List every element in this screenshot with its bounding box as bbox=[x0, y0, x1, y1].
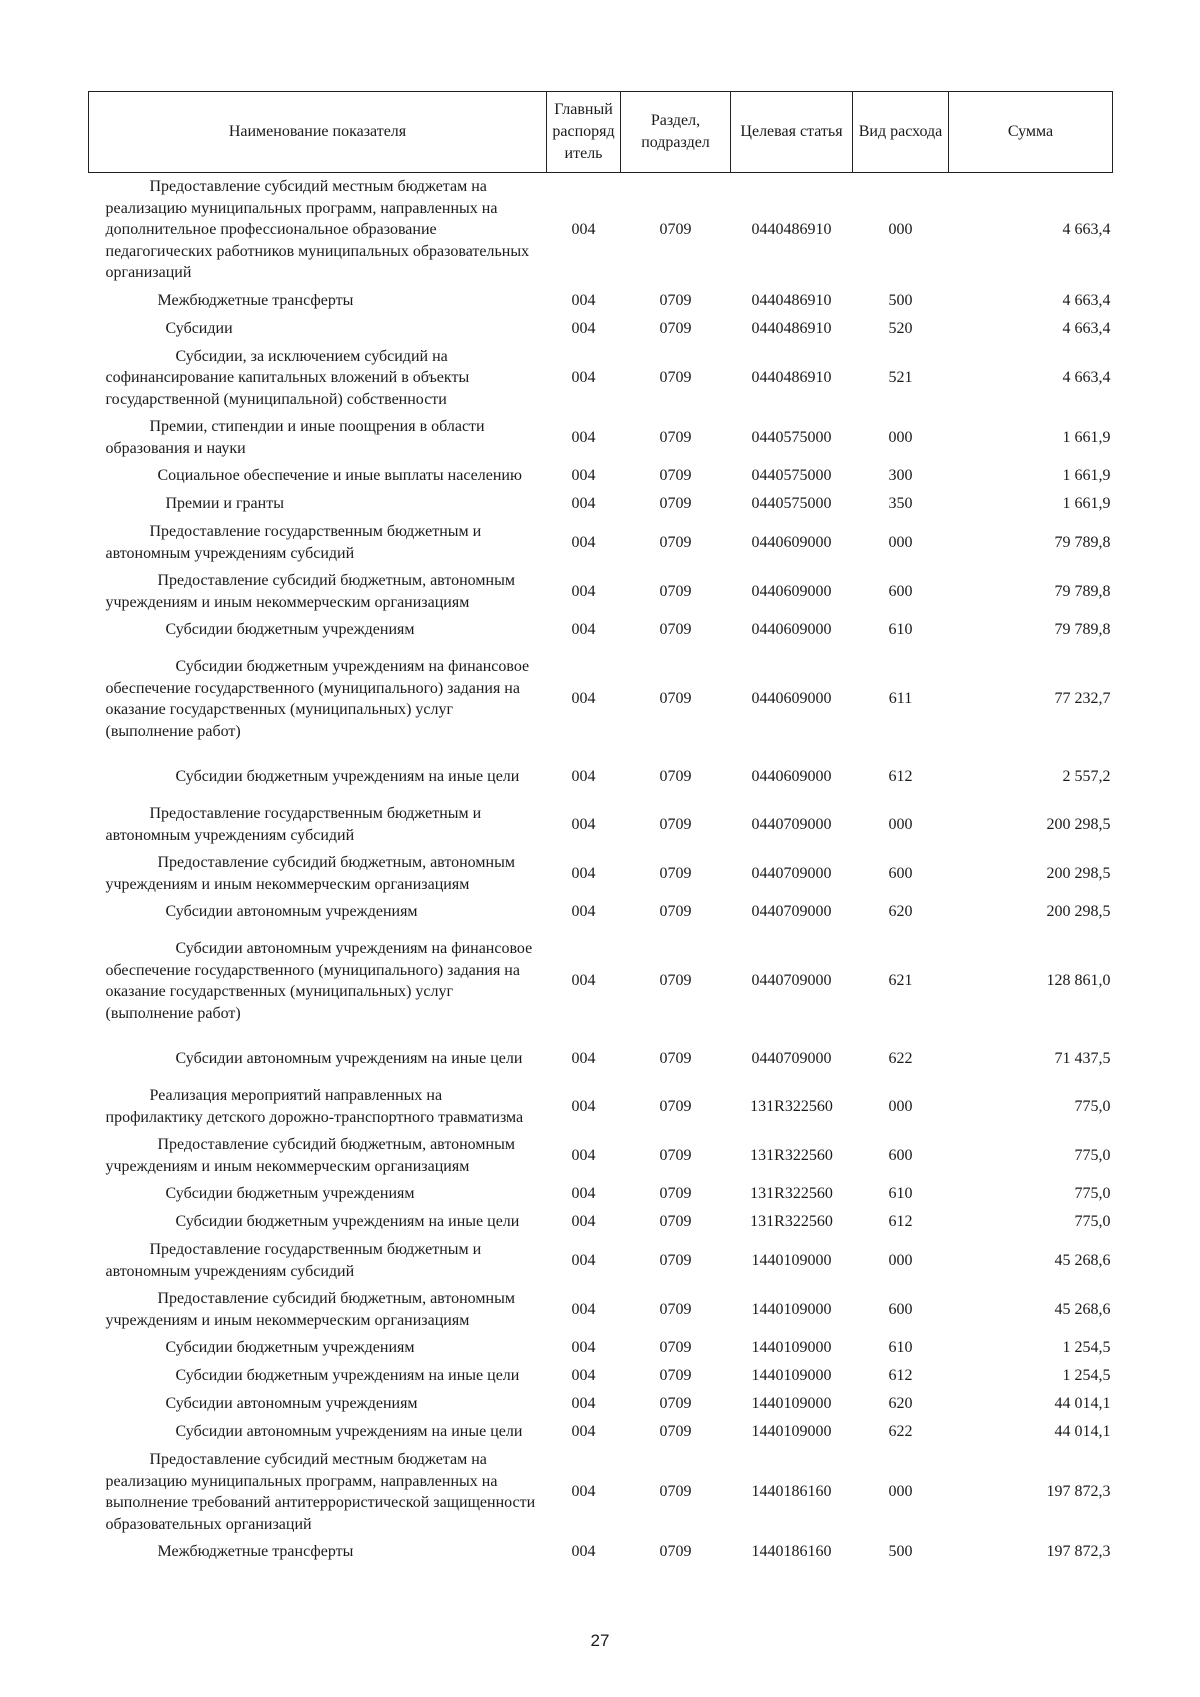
cell-target: 0440609000 bbox=[751, 690, 832, 707]
cell-section: 0709 bbox=[659, 319, 692, 337]
row-label: Предоставление государственным бюджетным и автономным учреждениям субсидий bbox=[105, 1241, 482, 1280]
cell-name bbox=[89, 1390, 547, 1418]
cell-type: 000 bbox=[888, 428, 913, 446]
cell-grbs: 004 bbox=[571, 368, 596, 386]
cell-target: 0440575000 bbox=[751, 467, 832, 484]
cell-target: 131R322560 bbox=[750, 1185, 833, 1202]
table-row bbox=[89, 800, 1113, 849]
cell-section: 0709 bbox=[659, 1395, 692, 1412]
cell-grbs: 004 bbox=[571, 220, 596, 238]
cell-grbs: 004 bbox=[571, 972, 596, 989]
table-row bbox=[89, 898, 1113, 926]
header-type: Вид расхода bbox=[853, 92, 949, 173]
cell-name bbox=[89, 849, 547, 898]
cell-section: 0709 bbox=[659, 1300, 692, 1318]
table-row bbox=[89, 1082, 1113, 1131]
cell-grbs: 004 bbox=[571, 621, 596, 638]
row-label: Субсидии автономным учреждениям bbox=[165, 1395, 418, 1413]
cell-type: 000 bbox=[888, 1097, 913, 1115]
cell-section: 0709 bbox=[659, 533, 692, 551]
cell-type: 610 bbox=[888, 621, 913, 638]
cell-grbs: 004 bbox=[571, 1146, 596, 1164]
cell-name bbox=[89, 1236, 547, 1285]
cell-type: 610 bbox=[888, 1339, 913, 1356]
cell-name bbox=[89, 1082, 547, 1131]
cell-grbs: 004 bbox=[571, 291, 596, 309]
cell-target: 131R322560 bbox=[750, 1097, 833, 1115]
cell-name bbox=[89, 1036, 547, 1082]
table-row bbox=[89, 754, 1113, 800]
row-label: Субсидии бюджетным учреждениям на иные цели bbox=[175, 768, 520, 786]
cell-sum: 200 298,5 bbox=[1046, 864, 1111, 882]
cell-grbs: 004 bbox=[571, 1185, 596, 1202]
table-header bbox=[89, 92, 1113, 173]
cell-name bbox=[89, 616, 547, 644]
cell-type: 612 bbox=[888, 1367, 913, 1384]
cell-grbs: 004 bbox=[571, 582, 596, 600]
cell-section: 0709 bbox=[659, 1251, 692, 1269]
cell-grbs: 004 bbox=[571, 1097, 596, 1115]
cell-name bbox=[89, 1446, 547, 1538]
cell-type: 300 bbox=[888, 467, 913, 484]
cell-grbs: 004 bbox=[571, 1395, 596, 1412]
cell-type: 521 bbox=[888, 368, 913, 386]
cell-target: 1440109000 bbox=[751, 1339, 832, 1356]
cell-grbs: 004 bbox=[571, 690, 596, 707]
cell-type: 000 bbox=[888, 1251, 913, 1269]
row-label: Субсидии bbox=[165, 319, 233, 337]
cell-type: 000 bbox=[888, 1483, 913, 1500]
cell-target: 0440609000 bbox=[751, 621, 832, 638]
table-row bbox=[89, 1418, 1113, 1446]
cell-name bbox=[89, 754, 547, 800]
cell-grbs: 004 bbox=[571, 1339, 596, 1356]
cell-section: 0709 bbox=[659, 1213, 692, 1230]
row-label: Субсидии автономным учреждениям на иные цели bbox=[175, 1050, 523, 1068]
header-section: Раздел, подраздел bbox=[621, 92, 731, 173]
row-label: Субсидии бюджетным учреждениям на иные цели bbox=[175, 1213, 520, 1231]
cell-name bbox=[89, 1131, 547, 1180]
table-row bbox=[89, 1236, 1113, 1285]
cell-section: 0709 bbox=[659, 621, 692, 638]
cell-type: 622 bbox=[888, 1423, 913, 1440]
cell-sum: 44 014,1 bbox=[1054, 1395, 1111, 1412]
cell-name bbox=[89, 462, 547, 490]
row-label: Субсидии бюджетным учреждениям bbox=[165, 1185, 415, 1203]
cell-target: 1440109000 bbox=[751, 1251, 832, 1269]
row-label: Реализация мероприятий направленных на профилактику детского дорожно-транспортного травматизма bbox=[105, 1087, 524, 1126]
cell-type: 000 bbox=[888, 533, 913, 551]
cell-name bbox=[89, 1334, 547, 1362]
table-row bbox=[89, 1036, 1113, 1082]
cell-name bbox=[89, 1208, 547, 1236]
cell-target: 1440186160 bbox=[751, 1483, 832, 1500]
cell-name bbox=[89, 315, 547, 343]
table-row bbox=[89, 926, 1113, 1036]
table-row bbox=[89, 616, 1113, 644]
cell-type: 620 bbox=[888, 1395, 913, 1412]
cell-section: 0709 bbox=[659, 291, 692, 309]
cell-section: 0709 bbox=[659, 467, 692, 484]
cell-section: 0709 bbox=[659, 864, 692, 882]
cell-section: 0709 bbox=[659, 690, 692, 707]
cell-target: 0440609000 bbox=[751, 582, 832, 600]
table-row bbox=[89, 1285, 1113, 1334]
table-row bbox=[89, 462, 1113, 490]
header-name: Наименование показателя bbox=[89, 92, 547, 173]
cell-name bbox=[89, 567, 547, 616]
row-label: Премии, стипендии и иные поощрения в области образования и науки bbox=[105, 418, 485, 457]
cell-type: 000 bbox=[888, 815, 913, 833]
cell-type: 520 bbox=[888, 319, 913, 337]
cell-sum: 775,0 bbox=[1074, 1185, 1111, 1202]
cell-name bbox=[89, 490, 547, 518]
cell-type: 612 bbox=[888, 1213, 913, 1230]
cell-grbs: 004 bbox=[571, 1050, 596, 1067]
cell-target: 1440109000 bbox=[751, 1423, 832, 1440]
row-label: Межбюджетные трансферты bbox=[157, 291, 354, 309]
row-label: Предоставление субсидий бюджетным, автономным учреждениям и иным некоммерческим организациям bbox=[105, 1290, 515, 1329]
cell-sum: 200 298,5 bbox=[1046, 903, 1111, 920]
header-sum: Сумма bbox=[949, 92, 1113, 173]
cell-target: 0440709000 bbox=[751, 972, 832, 989]
cell-grbs: 004 bbox=[571, 1251, 596, 1269]
cell-type: 611 bbox=[888, 690, 913, 707]
table-row bbox=[89, 490, 1113, 518]
row-label: Предоставление субсидий бюджетным, автономным учреждениям и иным некоммерческим организациям bbox=[105, 572, 515, 611]
cell-grbs: 004 bbox=[571, 1543, 596, 1560]
cell-name bbox=[89, 287, 547, 315]
cell-sum: 775,0 bbox=[1074, 1097, 1111, 1115]
cell-type: 500 bbox=[888, 1543, 913, 1560]
table-row bbox=[89, 315, 1113, 343]
row-label: Субсидии автономным учреждениям bbox=[165, 903, 418, 921]
cell-type: 612 bbox=[888, 768, 913, 785]
cell-sum: 1 661,9 bbox=[1062, 467, 1111, 484]
cell-sum: 1 254,5 bbox=[1062, 1339, 1111, 1356]
page-number: 27 bbox=[590, 1631, 610, 1650]
cell-target: 0440609000 bbox=[751, 533, 832, 551]
cell-section: 0709 bbox=[659, 1146, 692, 1164]
cell-grbs: 004 bbox=[571, 815, 596, 833]
cell-grbs: 004 bbox=[571, 1483, 596, 1500]
cell-name bbox=[89, 1180, 547, 1208]
cell-grbs: 004 bbox=[571, 1367, 596, 1384]
cell-grbs: 004 bbox=[571, 467, 596, 484]
cell-sum: 79 789,8 bbox=[1054, 621, 1111, 638]
table-row bbox=[89, 518, 1113, 567]
cell-target: 1440186160 bbox=[751, 1543, 832, 1560]
cell-name bbox=[89, 1418, 547, 1446]
cell-sum: 4 663,4 bbox=[1062, 291, 1111, 309]
cell-name bbox=[89, 1362, 547, 1390]
cell-target: 0440709000 bbox=[751, 903, 832, 920]
cell-sum: 45 268,6 bbox=[1054, 1251, 1111, 1269]
row-label: Субсидии автономным учреждениям на иные цели bbox=[175, 1423, 523, 1441]
cell-section: 0709 bbox=[659, 1367, 692, 1384]
table-row bbox=[89, 1446, 1113, 1538]
cell-sum: 44 014,1 bbox=[1054, 1423, 1111, 1440]
cell-sum: 1 661,9 bbox=[1062, 495, 1111, 512]
cell-target: 1440109000 bbox=[751, 1367, 832, 1384]
cell-name bbox=[89, 644, 547, 754]
cell-type: 600 bbox=[888, 582, 913, 600]
cell-name bbox=[89, 926, 547, 1036]
table-body bbox=[89, 173, 1113, 1567]
cell-target: 0440486910 bbox=[751, 319, 832, 337]
cell-section: 0709 bbox=[659, 815, 692, 833]
cell-name bbox=[89, 343, 547, 414]
cell-section: 0709 bbox=[659, 368, 692, 386]
table-row bbox=[89, 1538, 1113, 1566]
cell-section: 0709 bbox=[659, 1483, 692, 1500]
cell-section: 0709 bbox=[659, 1339, 692, 1356]
row-label: Субсидии бюджетным учреждениям bbox=[165, 621, 415, 639]
row-label: Премии и гранты bbox=[165, 495, 284, 513]
row-label: Предоставление государственным бюджетным и автономным учреждениям субсидий bbox=[105, 805, 482, 844]
cell-target: 0440609000 bbox=[751, 768, 832, 785]
cell-section: 0709 bbox=[659, 768, 692, 785]
header-grbs: Главный распоряд итель bbox=[547, 92, 621, 173]
cell-target: 1440109000 bbox=[751, 1395, 832, 1412]
cell-name bbox=[89, 413, 547, 462]
table-row bbox=[89, 413, 1113, 462]
table-row bbox=[89, 173, 1113, 287]
row-label: Социальное обеспечение и иные выплаты населению bbox=[157, 467, 522, 485]
table-row bbox=[89, 644, 1113, 754]
cell-section: 0709 bbox=[659, 903, 692, 920]
cell-target: 131R322560 bbox=[750, 1146, 833, 1164]
cell-sum: 4 663,4 bbox=[1062, 368, 1111, 386]
cell-grbs: 004 bbox=[571, 903, 596, 920]
cell-target: 1440109000 bbox=[751, 1300, 832, 1318]
table-row bbox=[89, 1362, 1113, 1390]
cell-target: 131R322560 bbox=[750, 1213, 833, 1230]
cell-sum: 71 437,5 bbox=[1054, 1050, 1111, 1067]
cell-grbs: 004 bbox=[571, 1300, 596, 1318]
row-label: Субсидии бюджетным учреждениям bbox=[165, 1339, 415, 1357]
cell-sum: 197 872,3 bbox=[1046, 1483, 1111, 1500]
cell-type: 621 bbox=[888, 972, 913, 989]
cell-grbs: 004 bbox=[571, 495, 596, 512]
row-label: Субсидии автономным учреждениям на финансовое обеспечение государственного (муниципального) задания на оказание государственных (муниципальных) услуг (выполнение работ) bbox=[105, 940, 533, 1022]
cell-sum: 128 861,0 bbox=[1046, 972, 1111, 989]
cell-name bbox=[89, 518, 547, 567]
cell-grbs: 004 bbox=[571, 864, 596, 882]
table-row bbox=[89, 1390, 1113, 1418]
table-row bbox=[89, 849, 1113, 898]
row-label: Субсидии бюджетным учреждениям на финансовое обеспечение государственного (муниципального) задания на оказание государственных (муниципальных) услуг (выполнение работ) bbox=[105, 658, 530, 740]
cell-grbs: 004 bbox=[571, 1213, 596, 1230]
cell-sum: 79 789,8 bbox=[1054, 582, 1111, 600]
cell-section: 0709 bbox=[659, 972, 692, 989]
cell-sum: 775,0 bbox=[1074, 1146, 1111, 1164]
table-row bbox=[89, 1334, 1113, 1362]
table-row bbox=[89, 567, 1113, 616]
row-label: Субсидии бюджетным учреждениям на иные цели bbox=[175, 1367, 520, 1385]
cell-name bbox=[89, 1538, 547, 1566]
cell-type: 600 bbox=[888, 864, 913, 882]
cell-grbs: 004 bbox=[571, 428, 596, 446]
cell-sum: 4 663,4 bbox=[1062, 319, 1111, 337]
cell-section: 0709 bbox=[659, 428, 692, 446]
cell-type: 600 bbox=[888, 1146, 913, 1164]
table-row bbox=[89, 287, 1113, 315]
cell-sum: 77 232,7 bbox=[1054, 690, 1111, 707]
cell-target: 0440486910 bbox=[751, 368, 832, 386]
cell-target: 0440709000 bbox=[751, 1050, 832, 1067]
header-target: Целевая статья bbox=[731, 92, 853, 173]
row-label: Межбюджетные трансферты bbox=[157, 1543, 354, 1561]
cell-section: 0709 bbox=[659, 1423, 692, 1440]
cell-sum: 1 254,5 bbox=[1062, 1367, 1111, 1384]
cell-sum: 2 557,2 bbox=[1062, 768, 1111, 785]
row-label: Субсидии, за исключением субсидий на софинансирование капитальных вложений в объекты государственной (муниципальной) собственности bbox=[105, 347, 470, 408]
cell-type: 600 bbox=[888, 1300, 913, 1318]
cell-type: 620 bbox=[888, 903, 913, 920]
row-label: Предоставление субсидий бюджетным, автономным учреждениям и иным некоммерческим организациям bbox=[105, 1136, 515, 1175]
cell-section: 0709 bbox=[659, 582, 692, 600]
cell-target: 0440709000 bbox=[751, 864, 832, 882]
cell-name bbox=[89, 1285, 547, 1334]
cell-sum: 45 268,6 bbox=[1054, 1300, 1111, 1318]
cell-target: 0440709000 bbox=[751, 815, 832, 833]
cell-type: 622 bbox=[888, 1050, 913, 1067]
cell-target: 0440575000 bbox=[751, 495, 832, 512]
cell-sum: 1 661,9 bbox=[1062, 428, 1111, 446]
cell-type: 000 bbox=[888, 220, 913, 238]
cell-sum: 79 789,8 bbox=[1054, 533, 1111, 551]
cell-grbs: 004 bbox=[571, 768, 596, 785]
cell-grbs: 004 bbox=[571, 1423, 596, 1440]
cell-sum: 200 298,5 bbox=[1046, 815, 1111, 833]
row-label: Предоставление государственным бюджетным и автономным учреждениям субсидий bbox=[105, 523, 482, 562]
table-row bbox=[89, 1208, 1113, 1236]
cell-section: 0709 bbox=[659, 1185, 692, 1202]
cell-name bbox=[89, 898, 547, 926]
cell-section: 0709 bbox=[659, 1543, 692, 1560]
row-label: Предоставление субсидий местным бюджетам на реализацию муниципальных программ, направленных на дополнительное профессиональное образование педагогических работников муниципальных образовательных организаций bbox=[105, 178, 530, 281]
cell-type: 350 bbox=[888, 495, 913, 512]
cell-section: 0709 bbox=[659, 495, 692, 512]
cell-section: 0709 bbox=[659, 220, 692, 238]
cell-sum: 4 663,4 bbox=[1062, 220, 1111, 238]
cell-target: 0440486910 bbox=[751, 220, 832, 238]
cell-name bbox=[89, 800, 547, 849]
row-label: Предоставление субсидий местным бюджетам на реализацию муниципальных программ, направленных на выполнение требований антитеррористической защищенности образовательных организаций bbox=[105, 1451, 536, 1533]
cell-target: 0440486910 bbox=[751, 291, 832, 309]
cell-section: 0709 bbox=[659, 1050, 692, 1067]
row-label: Предоставление субсидий бюджетным, автономным учреждениям и иным некоммерческим организациям bbox=[105, 854, 515, 893]
table-row bbox=[89, 1131, 1113, 1180]
table-row bbox=[89, 1180, 1113, 1208]
cell-type: 610 bbox=[888, 1185, 913, 1202]
cell-target: 0440575000 bbox=[751, 428, 832, 446]
cell-grbs: 004 bbox=[571, 319, 596, 337]
table-row bbox=[89, 343, 1113, 414]
cell-name bbox=[89, 173, 547, 287]
budget-table bbox=[88, 91, 1113, 1566]
cell-grbs: 004 bbox=[571, 533, 596, 551]
cell-sum: 197 872,3 bbox=[1046, 1543, 1111, 1560]
cell-sum: 775,0 bbox=[1074, 1213, 1111, 1230]
cell-type: 500 bbox=[888, 291, 913, 309]
cell-section: 0709 bbox=[659, 1097, 692, 1115]
